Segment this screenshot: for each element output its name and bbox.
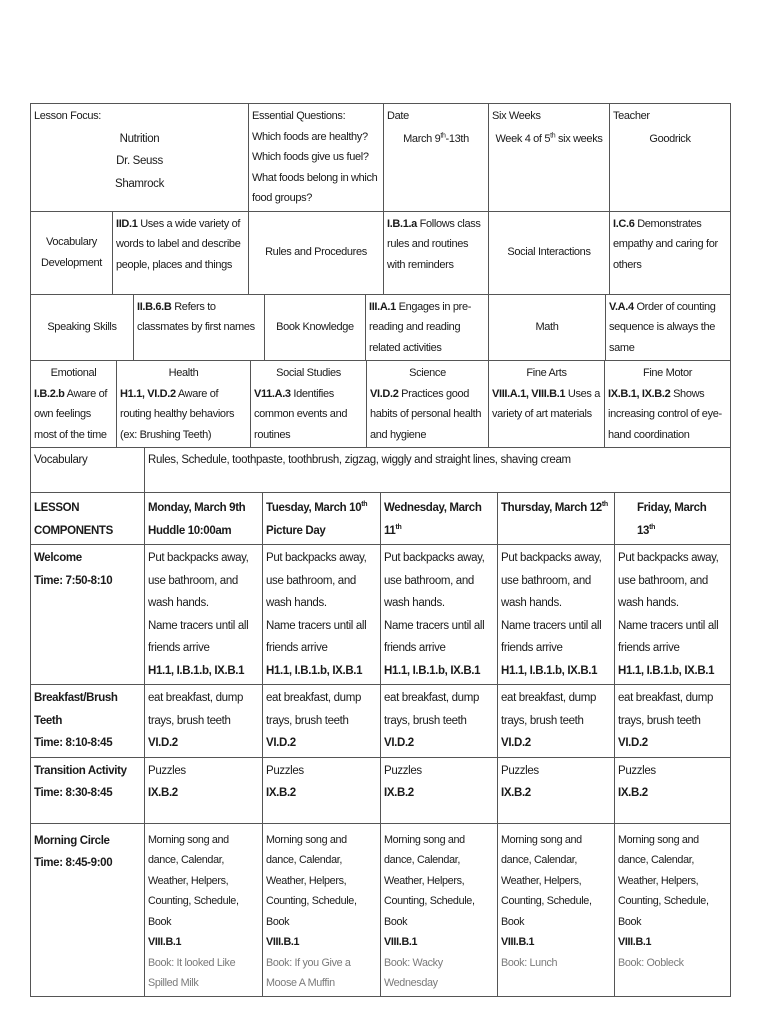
vocabulary-words: Rules, Schedule, toothpaste, toothbrush, zigzag, wiggly and straight lines, shaving cream xyxy=(145,448,731,493)
welcome-cell: Put backpacks away, use bathroom, and wash hands. Name tracers until all friends arrive H1.1, I.B.1.b, IX.B.1 xyxy=(145,545,263,685)
teacher-name: Goodrick xyxy=(649,132,691,145)
six-weeks-label: Six Weeks xyxy=(492,110,541,122)
breakfast-cell: eat breakfast, dump trays, brush teeth VI.D.2 xyxy=(145,685,263,758)
lesson-components-table xyxy=(30,447,731,997)
welcome-cell: Put backpacks away, use bathroom, and wash hands. Name tracers until all friends arrive H1.1, I.B.1.b, IX.B.1 xyxy=(498,545,615,685)
book-title: Book: Oobleck xyxy=(618,956,684,969)
welcome-cell: Put backpacks away, use bathroom, and wash hands. Name tracers until all friends arrive H1.1, I.B.1.b, IX.B.1 xyxy=(263,545,381,685)
domains-row xyxy=(31,361,731,448)
component-label: Transition Activity Time: 8:30-8:45 xyxy=(31,757,145,823)
morning-circle-cell: Morning song and dance, Calendar, Weather, Helpers, Counting, Schedule, Book VIII.B.1 Book: Lunch xyxy=(498,823,615,996)
vocabulary-label: Vocabulary xyxy=(31,448,145,493)
transition-cell: Puzzles IX.B.2 xyxy=(145,757,263,823)
standard-cell: I.C.6 Demonstrates empathy and caring for others xyxy=(610,211,731,294)
standard-cell: III.A.1 Engages in pre-reading and reading related activities xyxy=(366,294,489,361)
lesson-focus-label: Lesson Focus: xyxy=(34,110,101,122)
speaking-skills-table xyxy=(30,294,731,362)
transition-row xyxy=(31,757,731,823)
teacher-cell xyxy=(610,104,731,212)
component-label: Breakfast/Brush Teeth Time: 8:10-8:45 xyxy=(31,685,145,758)
component-label: Morning Circle Time: 8:45-9:00 xyxy=(31,823,145,996)
day-header: Tuesday, March 10th Picture Day xyxy=(263,493,381,545)
book-title: Book: Wacky Wednesday xyxy=(384,956,443,989)
lesson-components-label: LESSON COMPONENTS xyxy=(31,493,145,545)
essential-question: Which foods give us fuel? xyxy=(252,151,369,163)
six-weeks-value: Week 4 of 5th six weeks xyxy=(495,131,603,145)
lesson-plan-top-table xyxy=(30,103,731,295)
welcome-row xyxy=(31,545,731,685)
morning-circle-row xyxy=(31,823,731,996)
essential-question: Which foods are healthy? xyxy=(252,130,368,143)
lesson-focus-cell xyxy=(31,104,249,212)
standard-cell: I.B.1.a Follows class rules and routines with reminders xyxy=(384,211,489,294)
essential-questions-label: Essential Questions: xyxy=(252,110,346,122)
transition-cell: Puzzles IX.B.2 xyxy=(615,757,731,823)
row-label: Vocabulary Development xyxy=(31,211,113,294)
lesson-focus-item: Dr. Seuss xyxy=(116,155,163,167)
domain-cell: Health H1.1, VI.D.2 Aware of routing healthy behaviors (ex: Brushing Teeth) xyxy=(117,361,251,448)
essential-question: What foods belong in which food groups? xyxy=(252,171,378,204)
transition-cell: Puzzles IX.B.2 xyxy=(263,757,381,823)
days-header-row xyxy=(31,493,731,545)
standard-cell: II.B.6.B Refers to classmates by first names xyxy=(134,294,265,361)
domain-cell: Fine Arts VIII.A.1, VIII.B.1 Uses a variety of art materials xyxy=(489,361,605,448)
book-title: Book: Lunch xyxy=(501,956,558,969)
day-header: Wednesday, March 11th xyxy=(381,493,498,545)
day-header: Thursday, March 12th xyxy=(498,493,615,545)
welcome-cell: Put backpacks away, use bathroom, and wash hands. Name tracers until all friends arrive H1.1, I.B.1.b, IX.B.1 xyxy=(381,545,498,685)
domain-cell: Social Studies V11.A.3 Identifies common events and routines xyxy=(251,361,367,448)
domain-cell: Fine Motor IX.B.1, IX.B.2 Shows increasing control of eye-hand coordination xyxy=(605,361,731,448)
domains-table xyxy=(30,360,731,448)
breakfast-cell: eat breakfast, dump trays, brush teeth VI.D.2 xyxy=(498,685,615,758)
essential-questions-cell xyxy=(249,104,384,212)
transition-cell: Puzzles IX.B.2 xyxy=(381,757,498,823)
breakfast-cell: eat breakfast, dump trays, brush teeth VI.D.2 xyxy=(615,685,731,758)
row-label: Speaking Skills xyxy=(31,294,134,361)
standard-cell: IID.1 Uses a wide variety of words to label and describe people, places and things xyxy=(113,211,249,294)
lesson-focus-item: Shamrock xyxy=(115,177,164,190)
breakfast-cell: eat breakfast, dump trays, brush teeth VI.D.2 xyxy=(381,685,498,758)
domain-cell: Science VI.D.2 Practices good habits of personal health and hygiene xyxy=(367,361,489,448)
morning-circle-cell: Morning song and dance, Calendar, Weather, Helpers, Counting, Schedule, Book VIII.B.1 Book: Wacky Wednesday xyxy=(381,823,498,996)
morning-circle-cell: Morning song and dance, Calendar, Weather, Helpers, Counting, Schedule, Book VIII.B.1 Book: If you Give a Moose A Muffin xyxy=(263,823,381,996)
vocabulary-row xyxy=(31,448,731,493)
component-label: Welcome Time: 7:50-8:10 xyxy=(31,545,145,685)
day-header: Monday, March 9th Huddle 10:00am xyxy=(145,493,263,545)
lesson-focus-item: Nutrition xyxy=(119,132,160,145)
speaking-skills-row xyxy=(31,294,731,361)
category-cell: Math xyxy=(489,294,606,361)
book-title: Book: It looked Like Spilled Milk xyxy=(148,956,236,989)
category-cell: Book Knowledge xyxy=(265,294,366,361)
transition-cell: Puzzles IX.B.2 xyxy=(498,757,615,823)
date-cell xyxy=(384,104,489,212)
category-cell: Rules and Procedures xyxy=(249,211,384,294)
day-header: Friday, March 13th xyxy=(615,493,731,545)
header-row xyxy=(31,104,731,212)
teacher-label: Teacher xyxy=(613,110,650,122)
breakfast-cell: eat breakfast, dump trays, brush teeth VI.D.2 xyxy=(263,685,381,758)
lesson-plan-sheet xyxy=(30,103,730,997)
date-value: March 9th-13th xyxy=(403,131,469,145)
vocabulary-development-row xyxy=(31,211,731,294)
book-title: Book: If you Give a Moose A Muffin xyxy=(266,956,351,989)
standard-cell: V.A.4 Order of counting sequence is always the same xyxy=(606,294,731,361)
morning-circle-cell: Morning song and dance, Calendar, Weather, Helpers, Counting, Schedule, Book VIII.B.1 Book: Oobleck xyxy=(615,823,731,996)
welcome-cell: Put backpacks away, use bathroom, and wash hands. Name tracers until all friends arrive H1.1, I.B.1.b, IX.B.1 xyxy=(615,545,731,685)
domain-cell: Emotional I.B.2.b Aware of own feelings most of the time xyxy=(31,361,117,448)
breakfast-row xyxy=(31,685,731,758)
date-label: Date xyxy=(387,110,409,122)
morning-circle-cell: Morning song and dance, Calendar, Weather, Helpers, Counting, Schedule, Book VIII.B.1 Book: It looked Like Spilled Milk xyxy=(145,823,263,996)
six-weeks-cell xyxy=(489,104,610,212)
category-cell: Social Interactions xyxy=(489,211,610,294)
